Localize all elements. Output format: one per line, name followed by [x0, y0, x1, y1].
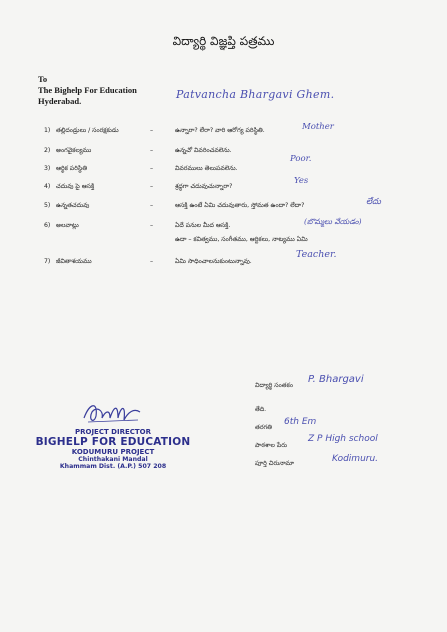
form-row-5: [0, 199, 447, 213]
student-signature-label: విద్యార్థి సంతకం: [255, 382, 293, 389]
row-6-examples: ఉదా – కవిత్వము, సంగీతము, ఆర్టికలు, నాట్యము ఏమి: [175, 236, 308, 243]
address-line-org: The Bighelp For Education: [38, 85, 137, 95]
row-label: తల్లిదండ్రులు / సంరక్షకుడు: [56, 127, 119, 134]
row-dash: –: [150, 127, 154, 134]
row-number: 6): [44, 222, 51, 229]
form-title: విద్యార్థి విజ్ఞప్తి పత్రము: [172, 34, 275, 48]
form-row-6: [0, 219, 447, 233]
row-question: వివరములు తెలుపవలెను.: [175, 165, 238, 172]
stamp-line-4: Chinthakani Mandal: [78, 456, 148, 463]
form-row-4: [0, 176, 447, 194]
stamp-line-3: KODUMURU PROJECT: [71, 448, 155, 456]
row-number: 1): [44, 127, 51, 134]
row-label: ఆర్థిక పరిస్థితి: [56, 165, 88, 172]
row-answer: Yes: [294, 176, 309, 186]
school-value: Z P High school: [308, 434, 378, 444]
row-label: ఉన్నతచదువు: [56, 202, 90, 209]
row-label: అలవాట్లు: [56, 222, 79, 229]
row-answer: (బొమ్మలు వేయడం): [304, 217, 362, 226]
class-value: 6th Em: [284, 417, 317, 427]
row-answer: Mother: [302, 122, 334, 132]
project-director-stamp: [28, 396, 198, 476]
row-answer: లేదు: [366, 197, 381, 207]
address-block: [38, 74, 137, 107]
form-row-1: [0, 124, 447, 138]
row-dash: –: [150, 147, 154, 154]
row-question: ఆసక్తి ఉంటే ఏమి చదువుతారు, స్తోమత ఉందా? లేదా?: [175, 202, 305, 209]
row-question: ఏమి సాధించాలనుకుంటున్నావు.: [175, 258, 252, 265]
address-line-to: To: [38, 74, 48, 84]
row-label: అంగవైకల్యము: [56, 147, 92, 154]
row-question: శ్రద్ధగా చదువుచున్నారా?: [175, 183, 233, 190]
row-label: చదువు పై ఆసక్తి: [56, 183, 95, 190]
row-dash: –: [150, 222, 154, 229]
school-label: పాఠశాల పేరు: [255, 442, 288, 449]
row-number: 4): [44, 183, 51, 190]
row-dash: –: [150, 165, 154, 172]
date-label: తేది.: [255, 406, 267, 413]
row-dash: –: [150, 183, 154, 190]
row-question: ఉన్నారా? లేరా? వారి ఆరోగ్య పరిస్థితి.: [175, 127, 265, 134]
row-answer: Teacher.: [296, 249, 337, 260]
address-line-city: Hyderabad.: [38, 96, 82, 106]
student-signature-value: P. Bhargavi: [308, 374, 364, 385]
row-answer: Poor.: [290, 154, 312, 164]
row-question: ఏదే పనుల మీద ఆసక్తి.: [175, 222, 231, 229]
stamp-line-2: BIGHELP FOR EDUCATION: [35, 436, 191, 448]
director-signature-scribble: [80, 398, 146, 428]
row-number: 3): [44, 165, 51, 172]
row-dash: –: [150, 258, 154, 265]
row-dash: –: [150, 202, 154, 209]
row-number: 5): [44, 202, 51, 209]
row-number: 7): [44, 258, 51, 265]
form-row-2: [0, 144, 447, 158]
class-label: తరగతి: [255, 424, 272, 431]
address-value: Kodimuru.: [332, 454, 379, 464]
recipient-handwritten-name: Patvancha Bhargavi Ghem.: [176, 88, 335, 101]
row-question: ఉన్నచో వివరించవలెను.: [175, 147, 232, 154]
stamp-line-1: PROJECT DIRECTOR: [74, 428, 152, 436]
row-number: 2): [44, 147, 51, 154]
stamp-line-5: Khammam Dist. (A.P.) 507 208: [59, 463, 167, 470]
form-row-7: [0, 249, 447, 269]
address-label: పూర్తి చిరునామా: [255, 460, 295, 467]
row-label: జీవితాశయము: [56, 258, 92, 265]
form-row-3: [0, 154, 447, 176]
